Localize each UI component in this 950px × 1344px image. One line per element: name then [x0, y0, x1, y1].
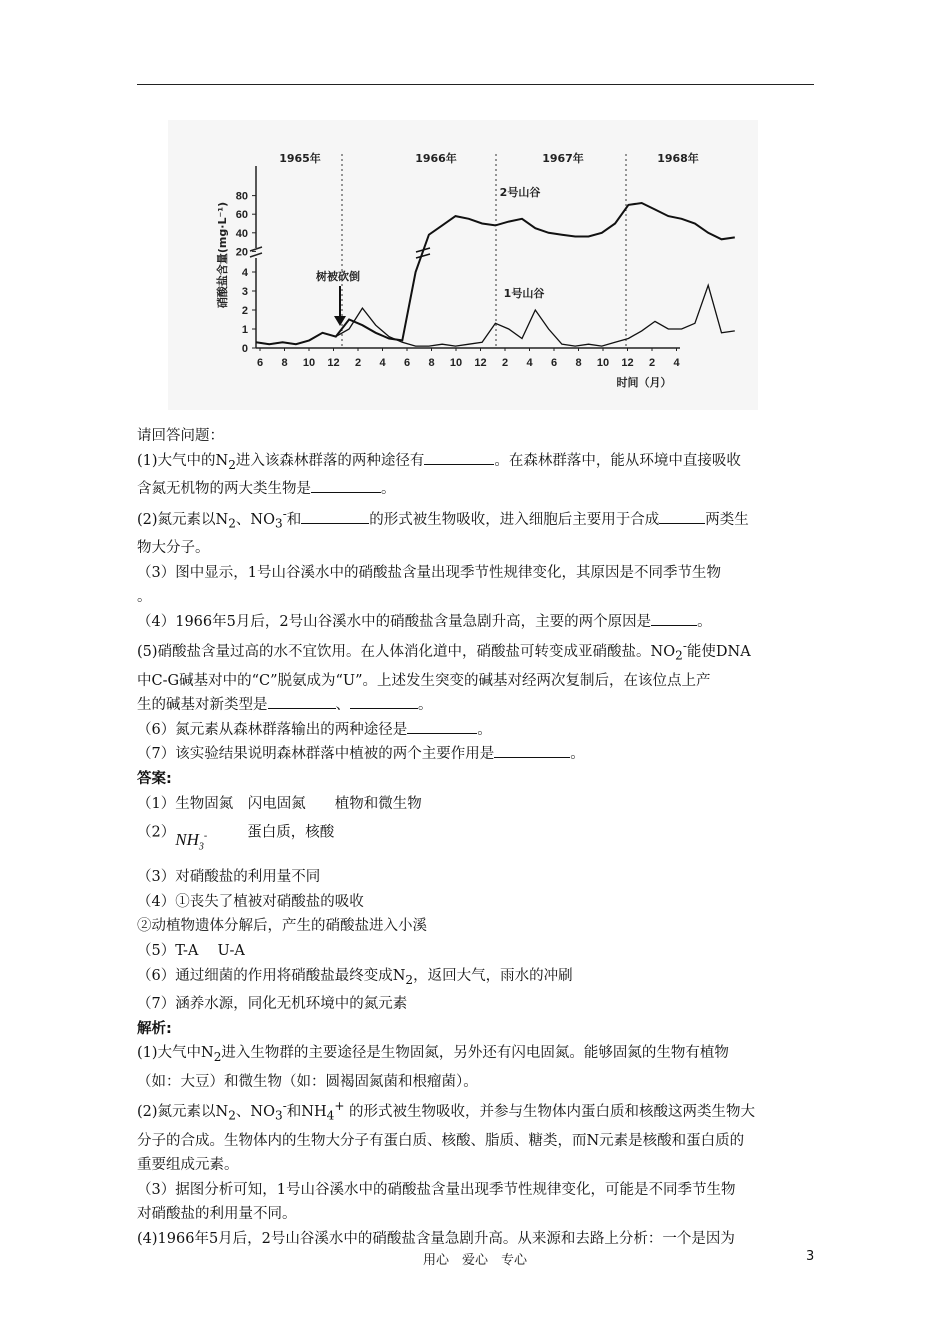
analysis-1a: (1)大气中$N_2$进入生物群的主要途径是生物固氮，另外还有闪电固氮。能够固氮的生物有植物: [137, 1045, 729, 1065]
x-tick-label: 12: [621, 357, 634, 369]
axis-break-mark: [250, 247, 262, 257]
x-tick-label: 4: [379, 357, 386, 369]
q3-line1: （3）图中显示，1号山谷溪水中的硝酸盐含量出现季节性规律变化，其原因是不同季节生物: [137, 564, 721, 581]
q7-line: （7）该实验结果说明森林群落中植被的两个主要作用是 。: [137, 742, 817, 767]
x-tick-label: 10: [596, 357, 610, 369]
answer-5: （5）T-A U-A: [137, 943, 245, 960]
answer-6: （6）通过细菌的作用将硝酸盐最终变成$N_2$，返回大气，雨水的冲刷: [137, 967, 573, 987]
q3-line2: 。: [137, 589, 152, 606]
x-tick-label: 10: [302, 357, 316, 369]
answer-blank[interactable]: [268, 694, 336, 709]
answer-blank[interactable]: [350, 694, 418, 709]
analysis-2a: (2)氮元素以$N_2$、$NO_3^-$和$NH_4^+$ 的形式被生物吸收，并参与生物体内蛋白质和核酸这两类生物大: [137, 1099, 756, 1124]
y-axis-label: 硝酸盐含量(mg·L⁻¹): [216, 201, 229, 309]
answer-4b: ②动植物遗体分解后，产生的硝酸盐进入小溪: [137, 918, 427, 935]
prompt-line: 请回答问题：: [137, 428, 224, 444]
x-tick-label: 4: [526, 357, 533, 369]
header-rule: [137, 84, 814, 85]
x-tick-label: 10: [449, 357, 463, 369]
y-tick-label-upper: 80: [235, 190, 248, 203]
nh3-formula: $NH_3^-$: [175, 829, 208, 853]
answer-blank[interactable]: [494, 743, 570, 758]
analysis-2c: 重要组成元素。: [137, 1157, 239, 1174]
series-label-valley-1: 1号山谷: [503, 287, 545, 300]
analysis-3a: （3）据图分析可知，1号山谷溪水中的硝酸盐含量出现季节性规律变化，可能是不同季节生物: [137, 1181, 736, 1198]
x-tick-label: 8: [281, 357, 288, 369]
page-number: 3: [806, 1249, 815, 1264]
question-content: [137, 424, 817, 1252]
x-tick-label: 4: [673, 357, 680, 369]
y-tick-label-lower: 4: [241, 267, 248, 279]
felling-annotation: 树被砍倒: [316, 270, 360, 283]
q5-line2: 中C-G碱基对中的“C”脱氨成为“U”。上述发生突变的碱基对经两次复制后，在该位点上产: [137, 672, 711, 689]
x-tick-label: 2: [354, 357, 362, 369]
q5-line3: 生的碱基对新类型是 、 。: [137, 693, 817, 718]
answer-7: （7）涵养水源，同化无机环境中的氮元素: [137, 996, 408, 1013]
analysis-2b: 分子的合成。生物体内的生物大分子有蛋白质、核酸、脂质、糖类，而N元素是核酸和蛋白质的: [137, 1132, 745, 1149]
year-label: 1966年: [415, 152, 457, 165]
q2-line1: (2)氮元素以$N_2$、$NO_3^-$和 的形式被生物吸收，进入细胞后主要用于合成 两类生: [137, 506, 749, 531]
x-tick-label: 2: [648, 357, 656, 369]
x-tick-label: 6: [256, 357, 264, 369]
analysis-1b: （如：大豆）和微生物（如：圆褐固氮菌和根瘤菌）。: [137, 1073, 478, 1090]
year-label: 1968年: [657, 152, 699, 165]
x-tick-label: 6: [550, 357, 558, 369]
q6-line: （6）氮元素从森林群落输出的两种途径是 。: [137, 718, 817, 743]
nitrate-chart: [168, 120, 758, 410]
series-label-valley-2: 2号山谷: [499, 186, 541, 199]
q1-line1: (1)大气中的$N_2$进入该森林群落的两种途径有 。在森林群落中，能从环境中直接吸收: [137, 449, 817, 477]
q4-line: （4）1966年5月后，2号山谷溪水中的硝酸盐含量急剧升高，主要的两个原因是 。: [137, 610, 817, 635]
answer-blank[interactable]: [651, 611, 697, 626]
analysis-heading: 解析:: [137, 1020, 172, 1037]
x-tick-label: 8: [575, 357, 582, 369]
answer-heading: 答案:: [137, 771, 172, 788]
answer-blank[interactable]: [311, 478, 381, 493]
year-label: 1967年: [542, 152, 584, 165]
answer-2: $(2)NH_3^-$ 蛋白质，核酸: [137, 824, 335, 853]
analysis-3b: 对硝酸盐的利用量不同。: [137, 1206, 297, 1223]
x-tick-label: 2: [501, 357, 509, 369]
x-tick-label: 12: [474, 357, 487, 369]
x-tick-label: 6: [403, 357, 411, 369]
footer-motto: 用心 爱心 专心: [422, 1253, 527, 1268]
series-line-valley-1: [256, 285, 735, 346]
answer-1: （1）生物固氮 闪电固氮 植物和微生物: [137, 795, 422, 812]
y-tick-label-lower: 3: [241, 286, 248, 298]
y-tick-label-upper: 60: [235, 209, 248, 222]
y-tick-label-lower: 2: [241, 305, 248, 317]
year-label: 1965年: [279, 152, 321, 165]
answer-3: （3）对硝酸盐的利用量不同: [137, 869, 321, 886]
y-tick-label-lower: 1: [241, 324, 248, 336]
x-axis-label: 时间（月）: [616, 376, 672, 389]
q1-line2: 含氮无机物的两大类生物是 。: [137, 477, 817, 502]
y-tick-label-upper: 40: [235, 227, 248, 240]
q2-line2: 物大分子。: [137, 539, 210, 556]
chart-svg: [168, 120, 758, 410]
answer-4a: （4）①丧失了植被对硝酸盐的吸收: [137, 893, 364, 910]
y-tick-label-upper: 20: [235, 246, 248, 259]
analysis-4: (4)1966年5月后，2号山谷溪水中的硝酸盐含量急剧升高。从来源和去路上分析：一个是因为: [137, 1231, 735, 1248]
y-tick-label-lower: 0: [241, 343, 248, 355]
answer-blank[interactable]: [424, 450, 494, 465]
x-tick-label: 8: [428, 357, 435, 369]
x-tick-label: 12: [327, 357, 340, 369]
answer-blank[interactable]: [301, 509, 369, 524]
answer-blank[interactable]: [407, 719, 477, 734]
q5-line1: (5)硝酸盐含量过高的水不宜饮用。在人体消化道中，硝酸盐可转变成亚硝酸盐。$NO_2^-$能使DNA: [137, 639, 751, 664]
answer-blank[interactable]: [659, 509, 705, 524]
